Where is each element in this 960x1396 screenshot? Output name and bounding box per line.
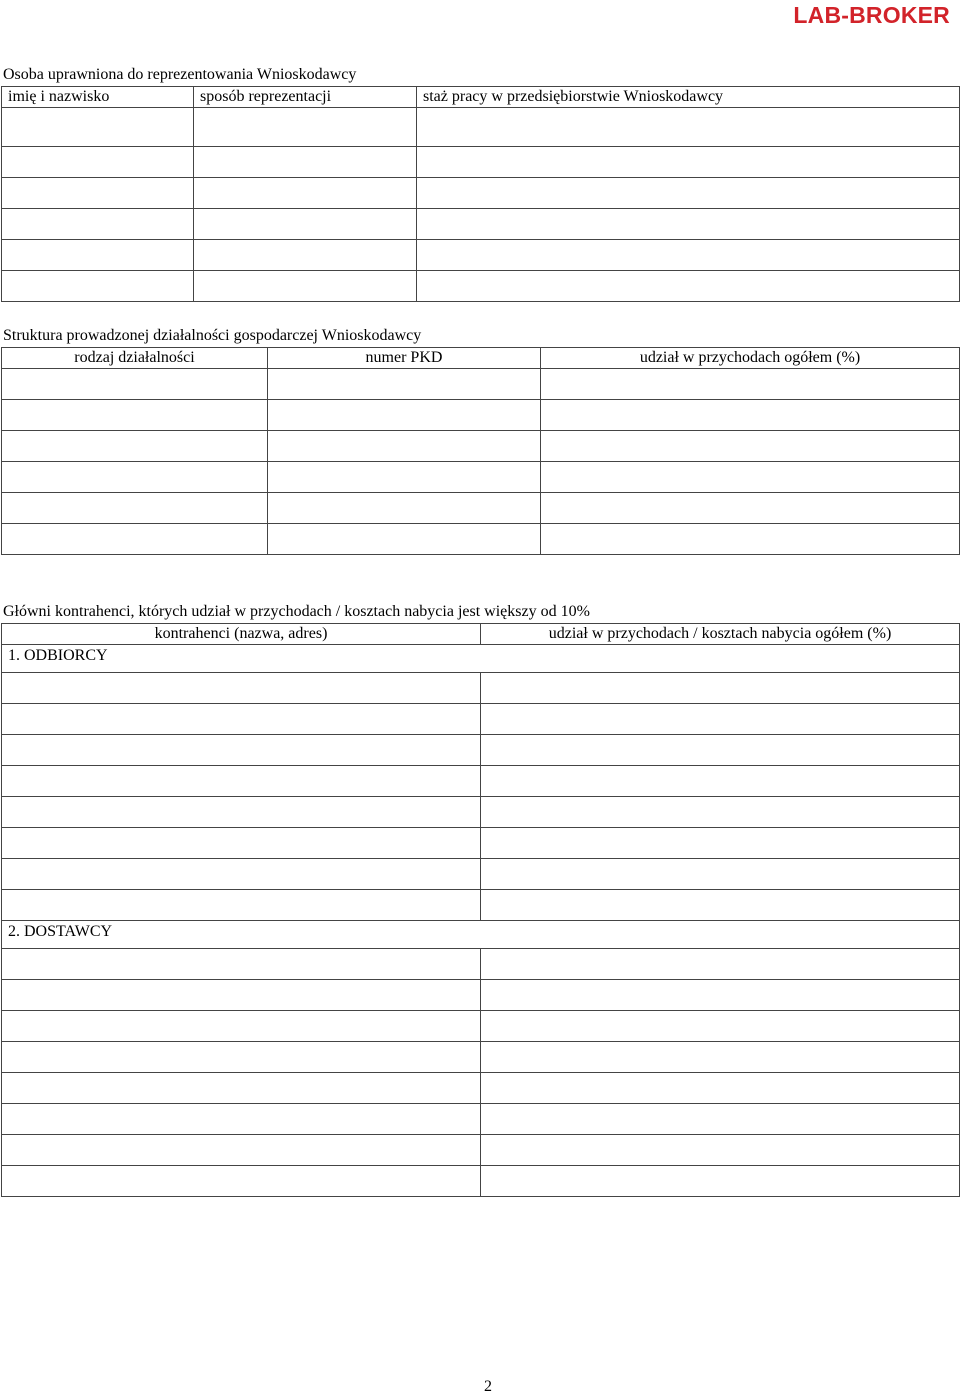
- table-cell[interactable]: [268, 400, 541, 431]
- table-cell[interactable]: [268, 524, 541, 555]
- table-row: [2, 1011, 960, 1042]
- table-cell[interactable]: [481, 890, 960, 921]
- table-cell[interactable]: [417, 271, 960, 302]
- table-cell[interactable]: [541, 524, 960, 555]
- group-row-recipients: [2, 645, 960, 673]
- table-row: [2, 735, 960, 766]
- table-cell[interactable]: [481, 828, 960, 859]
- table-cell[interactable]: [2, 949, 481, 980]
- table-row: [2, 524, 960, 555]
- section3-title: Główni kontrahenci, których udział w przychodach / kosztach nabycia jest większy od 10%: [3, 603, 590, 620]
- group-row-suppliers: [2, 921, 960, 949]
- table-cell[interactable]: [194, 271, 417, 302]
- table-header-row: [2, 87, 960, 108]
- table-cell[interactable]: [2, 673, 481, 704]
- table-cell[interactable]: [2, 147, 194, 178]
- table-cell[interactable]: [481, 949, 960, 980]
- table-cell[interactable]: [2, 369, 268, 400]
- table-cell[interactable]: [481, 1042, 960, 1073]
- page-number: 2: [484, 1378, 492, 1395]
- column-header: numer PKD: [268, 348, 541, 369]
- table-row: [2, 673, 960, 704]
- table-cell[interactable]: [481, 1135, 960, 1166]
- table-header-row: [2, 348, 960, 369]
- table-cell[interactable]: [2, 178, 194, 209]
- table-cell[interactable]: [2, 400, 268, 431]
- table-cell[interactable]: [541, 493, 960, 524]
- table-row: [2, 704, 960, 735]
- table-cell[interactable]: [541, 431, 960, 462]
- column-header: udział w przychodach ogółem (%): [541, 348, 960, 369]
- table-row: [2, 890, 960, 921]
- table-row: [2, 178, 960, 209]
- column-header: kontrahenci (nazwa, adres): [2, 624, 481, 645]
- table-cell[interactable]: [481, 704, 960, 735]
- table-cell[interactable]: [417, 178, 960, 209]
- lab-broker-logo: LAB-BROKER: [793, 2, 950, 28]
- table-row: [2, 1166, 960, 1197]
- column-header: rodzaj działalności: [2, 348, 268, 369]
- column-header: sposób reprezentacji: [194, 87, 417, 108]
- table-cell[interactable]: [194, 209, 417, 240]
- table-cell[interactable]: [194, 240, 417, 271]
- table-cell[interactable]: [417, 147, 960, 178]
- table-cell[interactable]: [2, 462, 268, 493]
- table-cell[interactable]: [194, 108, 417, 147]
- table-cell[interactable]: [481, 1166, 960, 1197]
- table-cell[interactable]: [481, 673, 960, 704]
- table-cell[interactable]: [2, 493, 268, 524]
- table-cell[interactable]: [2, 859, 481, 890]
- table-cell[interactable]: [481, 1011, 960, 1042]
- table-row: [2, 828, 960, 859]
- table-cell[interactable]: [481, 1073, 960, 1104]
- group-label: 2. DOSTAWCY: [2, 921, 960, 949]
- table-cell[interactable]: [2, 108, 194, 147]
- table-cell[interactable]: [2, 271, 194, 302]
- table-cell[interactable]: [2, 524, 268, 555]
- table-cell[interactable]: [2, 1166, 481, 1197]
- activity-structure-table: [1, 347, 960, 555]
- column-header: udział w przychodach / kosztach nabycia ogółem (%): [481, 624, 960, 645]
- table-cell[interactable]: [417, 209, 960, 240]
- table-cell[interactable]: [541, 462, 960, 493]
- table-cell[interactable]: [2, 1042, 481, 1073]
- table-row: [2, 1135, 960, 1166]
- table-row: [2, 797, 960, 828]
- group-label: 1. ODBIORCY: [2, 645, 960, 673]
- table-row: [2, 108, 960, 147]
- table-row: [2, 369, 960, 400]
- table-cell[interactable]: [481, 735, 960, 766]
- table-cell[interactable]: [2, 766, 481, 797]
- table-row: [2, 431, 960, 462]
- section2-title: Struktura prowadzonej działalności gospodarczej Wnioskodawcy: [3, 327, 422, 344]
- table-cell[interactable]: [541, 400, 960, 431]
- table-cell[interactable]: [2, 704, 481, 735]
- table-cell[interactable]: [481, 797, 960, 828]
- table-row: [2, 400, 960, 431]
- table-row: [2, 949, 960, 980]
- table-row: [2, 271, 960, 302]
- table-cell[interactable]: [417, 108, 960, 147]
- table-row: [2, 859, 960, 890]
- table-row: [2, 209, 960, 240]
- table-cell[interactable]: [2, 735, 481, 766]
- table-cell[interactable]: [194, 147, 417, 178]
- table-cell[interactable]: [481, 980, 960, 1011]
- table-cell[interactable]: [268, 431, 541, 462]
- table-cell[interactable]: [2, 209, 194, 240]
- section1-title: Osoba uprawniona do reprezentowania Wnioskodawcy: [3, 66, 357, 83]
- table-cell[interactable]: [2, 1011, 481, 1042]
- table-cell[interactable]: [2, 240, 194, 271]
- table-row: [2, 1042, 960, 1073]
- contractors-table: [1, 623, 960, 1197]
- table-cell[interactable]: [194, 178, 417, 209]
- table-cell[interactable]: [481, 859, 960, 890]
- table-row: [2, 1104, 960, 1135]
- table-cell[interactable]: [2, 1104, 481, 1135]
- column-header: imię i nazwisko: [2, 87, 194, 108]
- table-row: [2, 980, 960, 1011]
- table-cell[interactable]: [268, 369, 541, 400]
- table-row: [2, 766, 960, 797]
- table-cell[interactable]: [268, 493, 541, 524]
- table-header-row: [2, 624, 960, 645]
- table-cell[interactable]: [481, 1104, 960, 1135]
- table-row: [2, 240, 960, 271]
- table-cell[interactable]: [2, 980, 481, 1011]
- table-row: [2, 462, 960, 493]
- table-cell[interactable]: [2, 431, 268, 462]
- table-cell[interactable]: [2, 828, 481, 859]
- table-cell[interactable]: [417, 240, 960, 271]
- table-cell[interactable]: [2, 1135, 481, 1166]
- table-row: [2, 1073, 960, 1104]
- table-cell[interactable]: [2, 1073, 481, 1104]
- representative-table: [1, 86, 960, 302]
- table-cell[interactable]: [268, 462, 541, 493]
- column-header: staż pracy w przedsiębiorstwie Wnioskodawcy: [417, 87, 960, 108]
- table-row: [2, 493, 960, 524]
- table-cell[interactable]: [481, 766, 960, 797]
- table-cell[interactable]: [2, 797, 481, 828]
- table-cell[interactable]: [2, 890, 481, 921]
- table-cell[interactable]: [541, 369, 960, 400]
- table-row: [2, 147, 960, 178]
